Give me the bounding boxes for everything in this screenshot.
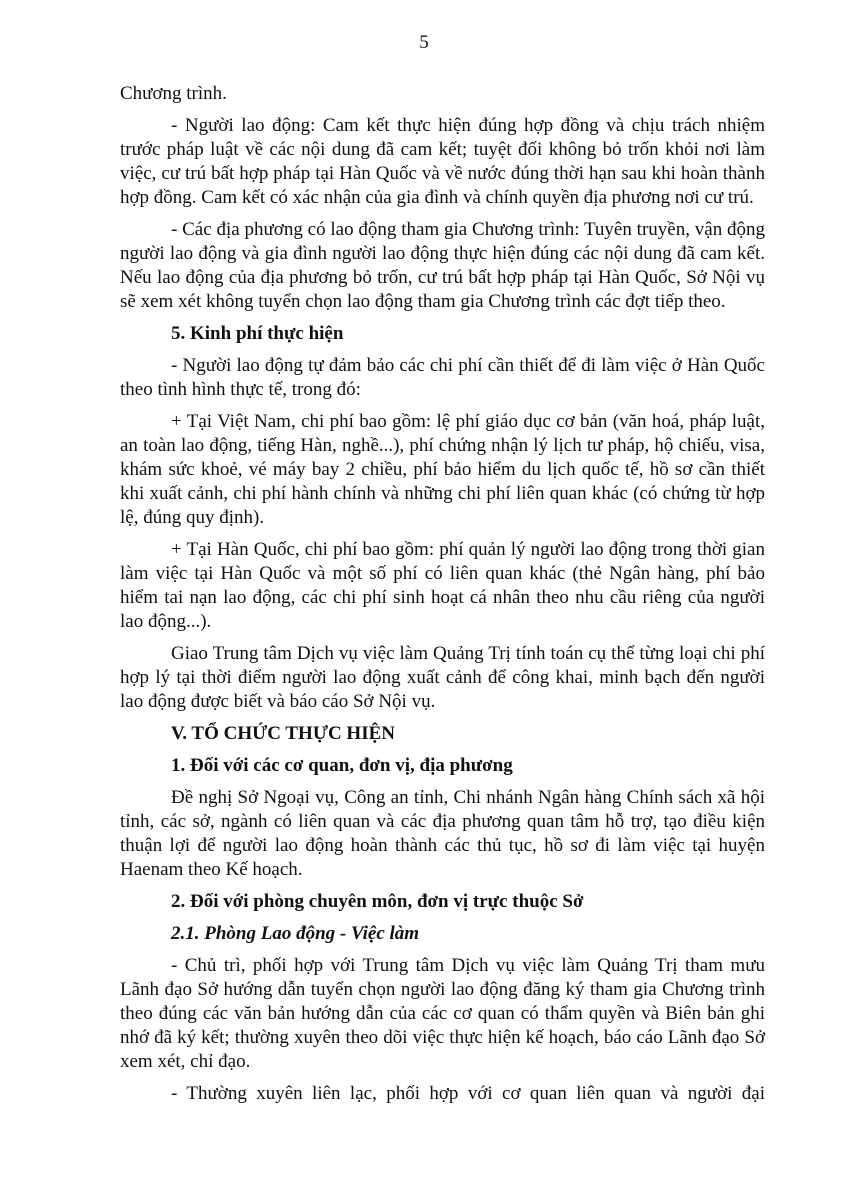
page-number: 5 [419, 32, 429, 53]
paragraph-localities: - Các địa phương có lao động tham gia Chương trình: Tuyên truyền, vận động người lao động và gia đình người lao động thực hiện đúng các nội dung đã cam kết. Nếu lao động của địa phương bỏ trốn, cư trú bất hợp pháp tại Hàn Quốc, Sở Nội vụ sẽ xem xét không tuyển chọn lao động tham gia Chương trình các đợt tiếp theo. [120, 219, 765, 312]
paragraph-worker-costs: - Người lao động tự đảm bảo các chi phí cần thiết để đi làm việc ở Hàn Quốc theo tình hình thực tế, trong đó: [120, 355, 765, 400]
heading-departments: 2. Đối với phòng chuyên môn, đơn vị trực thuộc Sở [171, 891, 584, 912]
document-page [120, 0, 765, 1114]
paragraph-costs-korea: + Tại Hàn Quốc, chi phí bao gồm: phí quản lý người lao động trong thời gian làm việc tại Hàn Quốc và một số phí có liên quan khác (thẻ Ngân hàng, phí bảo hiểm tai nạn lao động, các chi phí sinh hoạt cá nhân theo nhu cầu riêng của người lao động...). [120, 539, 765, 632]
paragraph-worker-commitment: - Người lao động: Cam kết thực hiện đúng hợp đồng và chịu trách nhiệm trước pháp luật về các nội dung đã cam kết; tuyệt đối không bỏ trốn khỏi nơi làm việc, cư trú bất hợp pháp tại Hàn Quốc và về nước đúng thời hạn sau khi hoàn thành hợp đồng. Cam kết có xác nhận của gia đình và chính quyền địa phương nơi cư trú. [120, 115, 765, 208]
paragraph-agencies-support: Đề nghị Sở Ngoại vụ, Công an tỉnh, Chi nhánh Ngân hàng Chính sách xã hội tỉnh, các sở, ngành có liên quan và các địa phương quan tâm hỗ trợ, tạo điều kiện thuận lợi để người lao động hoàn thành các thủ tục, hồ sơ đi làm việc tại huyện Haenam theo Kế hoạch. [120, 787, 765, 880]
heading-funding: 5. Kinh phí thực hiện [171, 323, 344, 344]
heading-labor-office: 2.1. Phòng Lao động - Việc làm [171, 923, 420, 944]
paragraph-labor-office-lead: - Chủ trì, phối hợp với Trung tâm Dịch vụ việc làm Quảng Trị tham mưu Lãnh đạo Sở hướng dẫn tuyển chọn người lao động đăng ký tham gia Chương trình theo đúng các văn bản hướng dẫn của các cơ quan có thẩm quyền và Biên bản ghi nhớ đã ký kết; thường xuyên theo dõi việc thực hiện kế hoạch, báo cáo Lãnh đạo Sở xem xét, chỉ đạo. [120, 955, 765, 1072]
paragraph-regular-contact: - Thường xuyên liên lạc, phối hợp với cơ quan liên quan và người đại [171, 1083, 765, 1104]
heading-agencies: 1. Đối với các cơ quan, đơn vị, địa phương [171, 755, 513, 776]
paragraph-costs-vietnam: + Tại Việt Nam, chi phí bao gồm: lệ phí giáo dục cơ bản (văn hoá, pháp luật, an toàn lao động, tiếng Hàn, nghề...), phí chứng nhận lý lịch tư pháp, hộ chiếu, visa, khám sức khoẻ, vé máy bay 2 chiều, phí bảo hiểm du lịch quốc tế, hồ sơ cần thiết khi xuất cảnh, chi phí hành chính và những chi phí liên quan khác (có chứng từ hợp lệ, đúng quy định). [120, 411, 765, 528]
paragraph-continuation: Chương trình. [120, 83, 227, 104]
paragraph-employment-center: Giao Trung tâm Dịch vụ việc làm Quảng Trị tính toán cụ thể từng loại chi phí hợp lý tại thời điểm người lao động xuất cảnh để công khai, minh bạch đến người lao động được biết và báo cáo Sở Nội vụ. [120, 643, 765, 712]
heading-implementation: V. TỔ CHỨC THỰC HIỆN [171, 723, 395, 744]
